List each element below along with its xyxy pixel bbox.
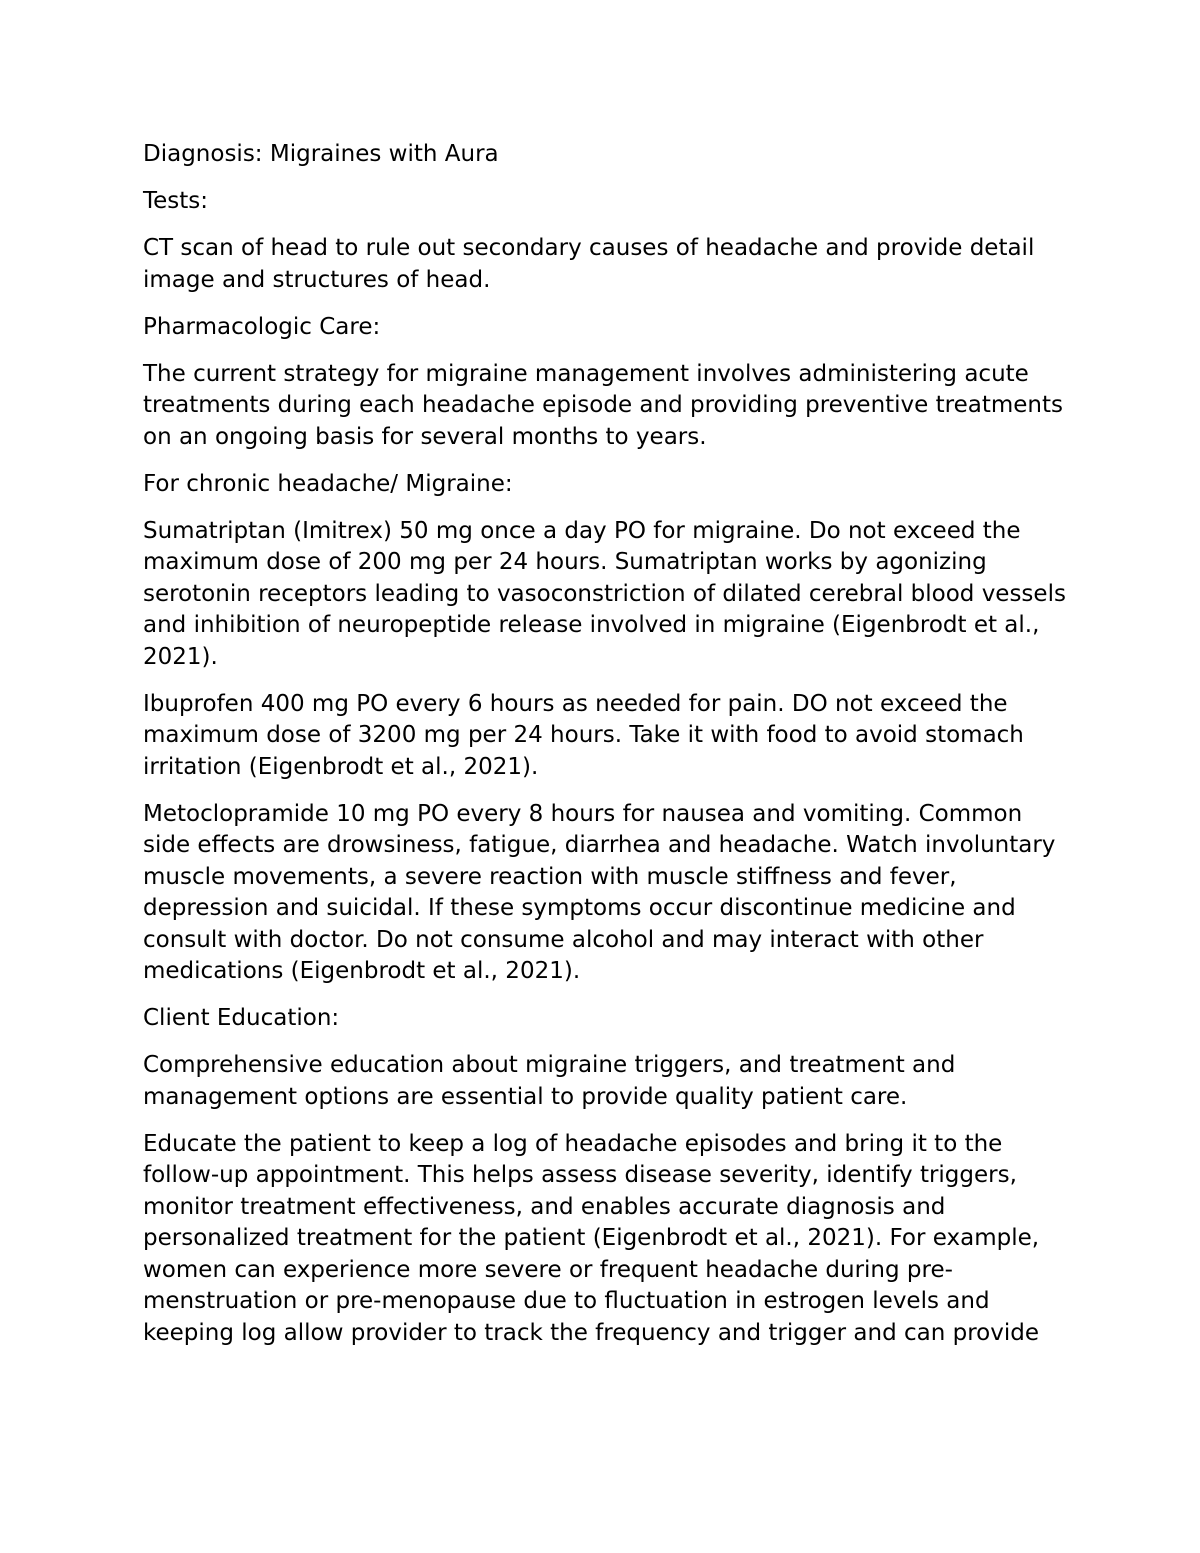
document-body [143, 139, 1068, 1365]
pharmacologic-care-heading: Pharmacologic Care: [143, 313, 381, 340]
tests-heading: Tests: [143, 188, 209, 214]
chronic-headache-heading: For chronic headache/ Migraine: [143, 470, 513, 497]
diagnosis-line: Diagnosis: Migraines with Aura [143, 141, 499, 167]
headache-log-paragraph: Educate the patient to keep a log of headache episodes and bring it to the follow-up appointment. This helps assess disease severity, identify triggers, monitor treatment effectiveness, and enables accurate diagnosis and personalized treatment for the patient (Eigenbrodt et al., 2021). For example, women can experience more severe or frequent headache during pre-menstruation or pre-menopause due to fluctuation in estrogen levels and keeping log allow provider to track the frequency and trigger and can provide [143, 1130, 1040, 1346]
ibuprofen-paragraph: Ibuprofen 400 mg PO every 6 hours as needed for pain. DO not exceed the maximum dose of 3200 mg per 24 hours. Take it with food to avoid stomach irritation (Eigenbrodt et al., 2021). [143, 690, 1024, 780]
education-overview-paragraph: Comprehensive education about migraine triggers, and treatment and management options are essential to provide quality patient care. [143, 1052, 956, 1110]
metoclopramide-paragraph: Metoclopramide 10 mg PO every 8 hours for nausea and vomiting. Common side effects are drowsiness, fatigue, diarrhea and headache. Watch involuntary muscle movements, a severe reaction with muscle stiffness and fever, depression and suicidal. If these symptoms occur discontinue medicine and consult with doctor. Do not consume alcohol and may interact with other medications (Eigenbrodt et al., 2021). [143, 800, 1056, 984]
tests-paragraph: CT scan of head to rule out secondary causes of headache and provide detail image and structures of head. [143, 235, 1035, 293]
client-education-heading: Client Education: [143, 1005, 340, 1031]
sumatriptan-paragraph: Sumatriptan (Imitrex) 50 mg once a day PO for migraine. Do not exceed the maximum dose of 200 mg per 24 hours. Sumatriptan works by agonizing serotonin receptors leading to vasoconstriction of dilated cerebral blood vessels and inhibition of neuropeptide release involved in migraine (Eigenbrodt et al., 2021). [143, 517, 1066, 670]
strategy-paragraph: The current strategy for migraine management involves administering acute treatments during each headache episode and providing preventive treatments on an ongoing basis for several months to years. [143, 360, 1063, 450]
